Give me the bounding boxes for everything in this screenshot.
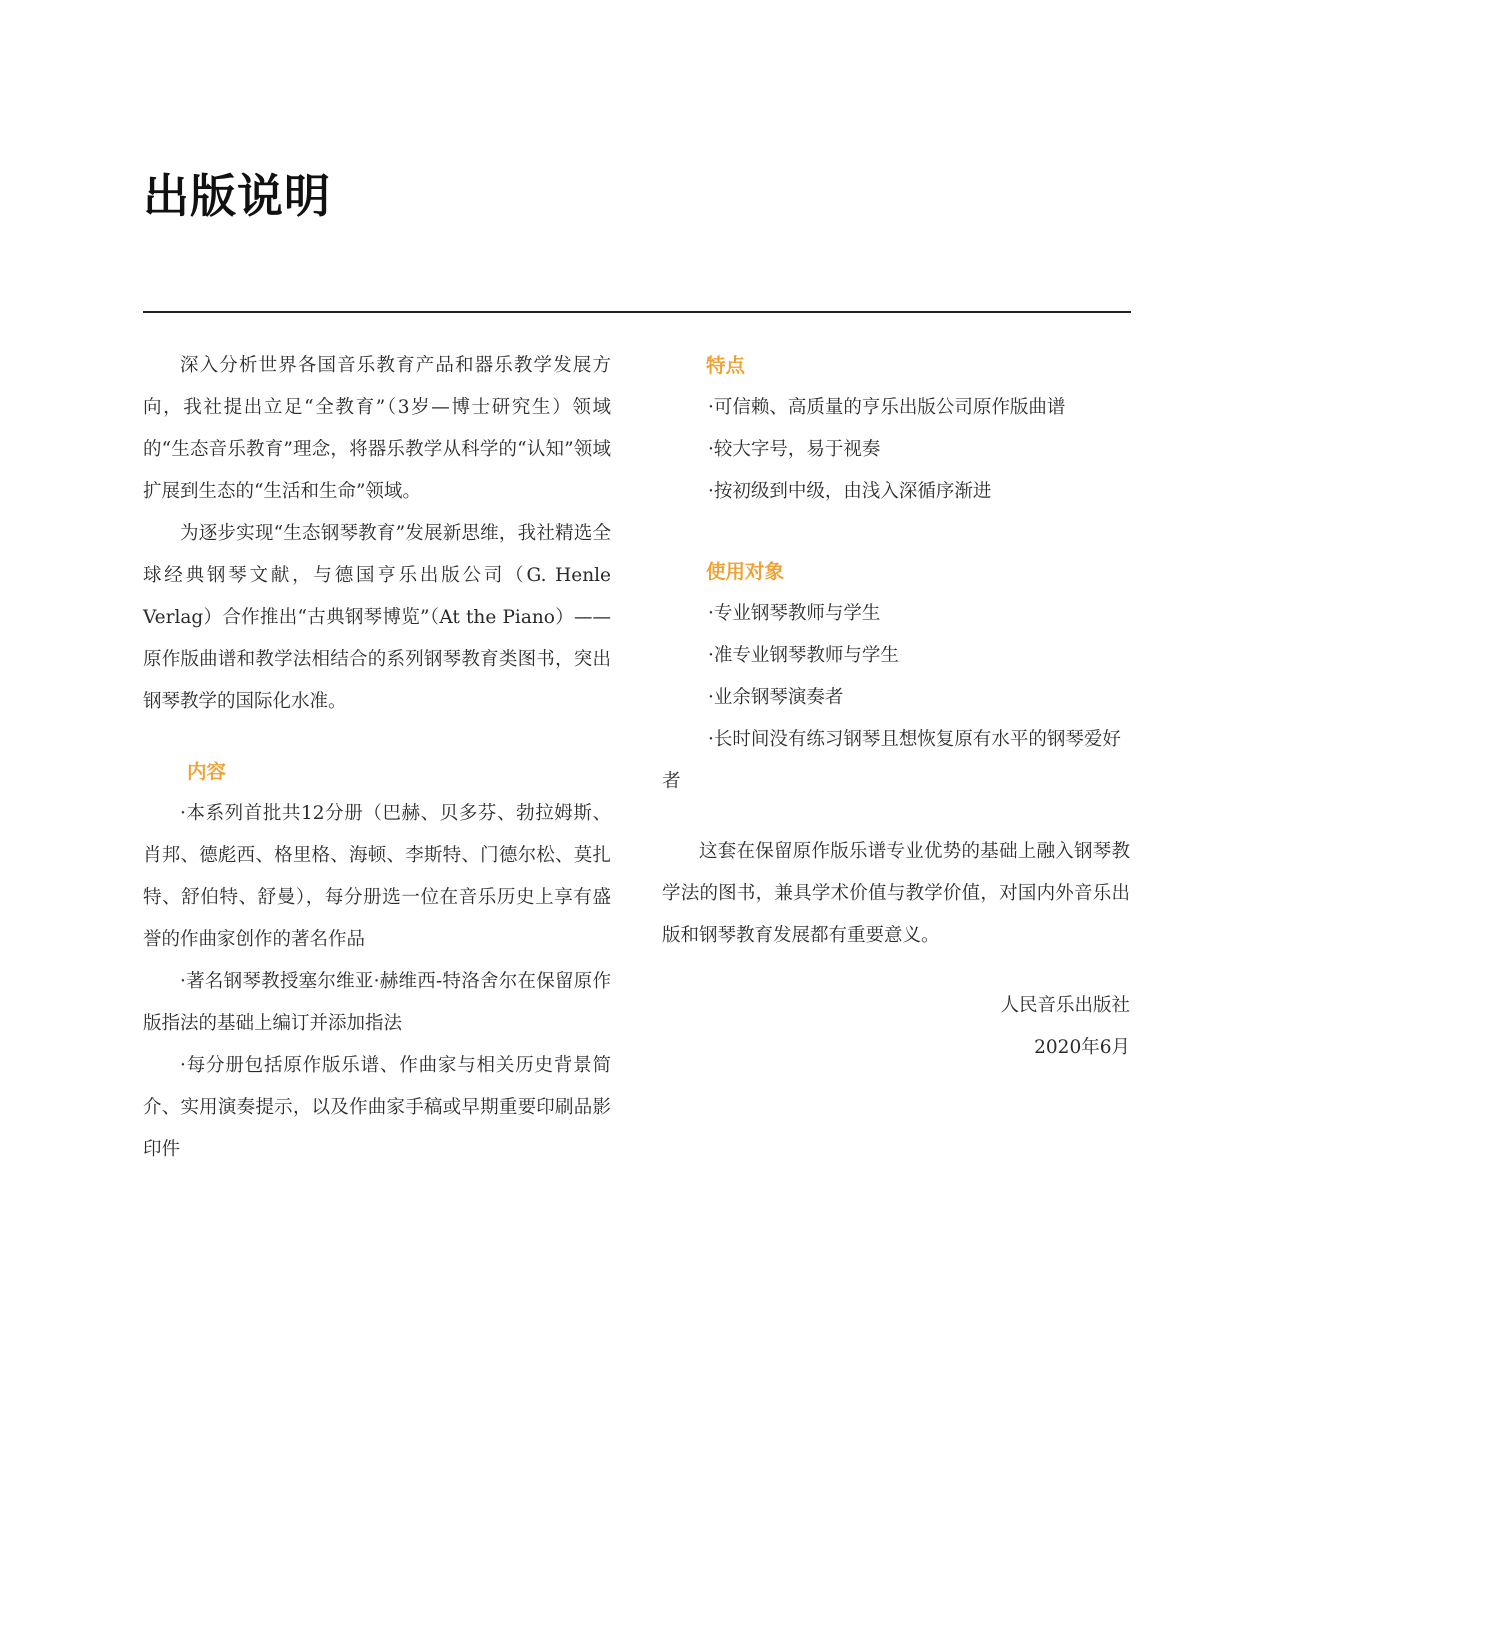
content-heading: 内容	[187, 760, 227, 783]
publisher-name: 人民音乐出版社	[1000, 995, 1130, 1016]
page-title: 出版说明	[143, 169, 331, 223]
content-item-2: ·著名钢琴教授塞尔维亚·赫维西-特洛舍尔在保留原作版指法的基础上编订并添加指法	[143, 971, 611, 1034]
feature-item-3: ·按初级到中级，由浅入深循序渐进	[708, 481, 992, 502]
audience-item-3: ·业余钢琴演奏者	[708, 687, 844, 708]
audience-item-4: ·长时间没有练习钢琴且想恢复原有水平的钢琴爱好者	[662, 729, 1121, 792]
intro-paragraph-2: 为逐步实现“生态钢琴教育”发展新思维，我社精选全球经典钢琴文献，与德国亨乐出版公司（G. Henle Verlag）合作推出“古典钢琴博览”（At the Piano）——原作版曲谱和教学法相结合的系列钢琴教育类图书，突出钢琴教学的国际化水准。	[143, 523, 611, 712]
publish-date: 2020年6月	[1034, 1037, 1130, 1058]
left-column	[143, 345, 611, 1171]
audience-item-1: ·专业钢琴教师与学生	[708, 603, 881, 624]
content-item-3: ·每分册包括原作版乐谱、作曲家与相关历史背景简介、实用演奏提示，以及作曲家手稿或早期重要印刷品影印件	[143, 1055, 611, 1160]
audience-heading: 使用对象	[706, 560, 785, 583]
closing-paragraph: 这套在保留原作版乐谱专业优势的基础上融入钢琴教学法的图书，兼具学术价值与教学价值，对国内外音乐出版和钢琴教育发展都有重要意义。	[662, 841, 1130, 946]
content-item-1: ·本系列首批共12分册（巴赫、贝多芬、勃拉姆斯、肖邦、德彪西、格里格、海顿、李斯特、门德尔松、莫扎特、舒伯特、舒曼），每分册选一位在音乐历史上享有盛誉的作曲家创作的著名作品	[143, 803, 611, 950]
intro-paragraph-1: 深入分析世界各国音乐教育产品和器乐教学发展方向，我社提出立足“全教育”（3岁—博士研究生）领域的“生态音乐教育”理念，将器乐教学从科学的“认知”领域扩展到生态的“生活和生命”领域。	[143, 355, 611, 502]
right-column	[662, 345, 1130, 1069]
features-heading: 特点	[706, 354, 746, 377]
feature-item-2: ·较大字号，易于视奏	[708, 439, 881, 460]
title-divider	[143, 311, 1131, 313]
feature-item-1: ·可信赖、高质量的亨乐出版公司原作版曲谱	[708, 397, 1066, 418]
audience-item-2: ·准专业钢琴教师与学生	[708, 645, 899, 666]
